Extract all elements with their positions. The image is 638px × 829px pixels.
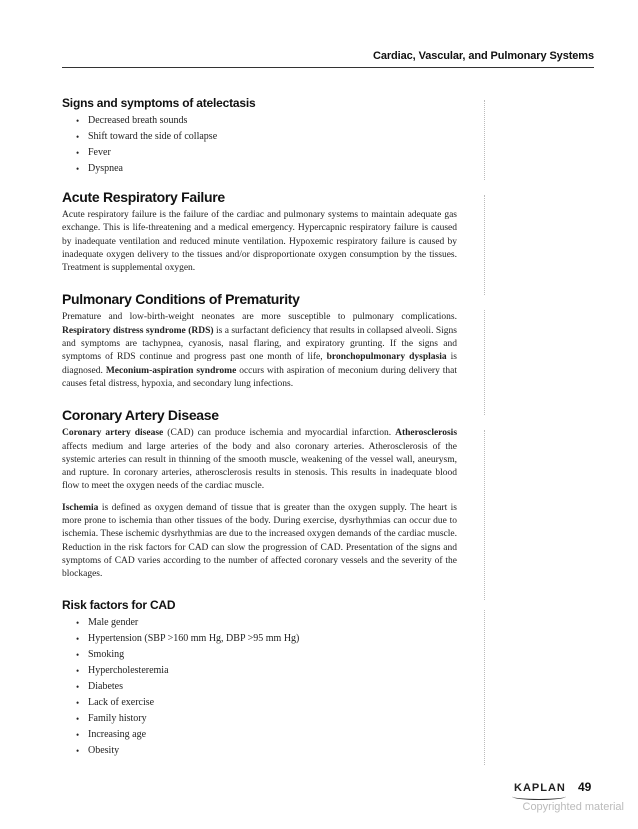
list-item: • Lack of exercise — [76, 695, 457, 711]
copyright-watermark: Copyrighted material — [522, 801, 624, 813]
list-item: • Smoking — [76, 647, 457, 663]
cad-paragraph-2: Ischemia is defined as oxygen demand of tissue that is greater than the oxygen supply. The heart is more prone to ischemia than other tissues of the body. During exercise, dysrhythmias can occur due to ischemia. These ischemic dysrhythmias are due to the increased oxygen demands of the cardiac muscle. Reduction in the risk factors for CAD can slow the progression of CAD. Presentation of the signs and symptoms of CAD varies according to the number of affected coronary vessels and the severity of the blockages. — [62, 502, 457, 580]
list-item: • Dyspnea — [76, 161, 457, 177]
page-number: 49 — [578, 780, 592, 794]
kaplan-logo: KAPLAN — [514, 782, 566, 794]
atelectasis-list — [62, 113, 457, 177]
term-ischemia: Ischemia — [62, 502, 99, 513]
margin-dotted-line — [484, 310, 485, 415]
list-item: • Male gender — [76, 615, 457, 631]
header-rule — [62, 67, 594, 68]
cad-heading: Coronary Artery Disease — [62, 407, 219, 424]
list-item: • Fever — [76, 145, 457, 161]
term-atherosclerosis: Atherosclerosis — [395, 428, 458, 439]
running-header: Cardiac, Vascular, and Pulmonary Systems — [373, 50, 594, 62]
margin-dotted-line — [484, 195, 485, 295]
term-bpd: bronchopulmonary dysplasia — [326, 352, 447, 363]
term-cad: Coronary artery disease — [62, 428, 164, 439]
list-item: • Shift toward the side of collapse — [76, 129, 457, 145]
prematurity-paragraph: Premature and low-birth-weight neonates are more susceptible to pulmonary complications. Respiratory distress syndrome (RDS) is a surfactant deficiency that results in collapsed alveoli. Signs and symptoms are tachypnea, cyanosis, nasal flaring, and expiratory grunting. If the signs and symptoms of RDS continue and progress past one month of life, bronchopulmonary dysplasia is diagnosed. Meconium-aspiration syndrome occurs with aspiration of meconium during delivery that causes fetal distress, hypoxia, and secondary lung infections. — [62, 312, 457, 389]
term-rds: Respiratory distress syndrome (RDS) — [62, 325, 214, 336]
list-item: • Family history — [76, 711, 457, 727]
list-item: • Decreased breath sounds — [76, 113, 457, 129]
margin-dotted-line — [484, 610, 485, 765]
list-item: • Hypercholesteremia — [76, 663, 457, 679]
risk-heading: Risk factors for CAD — [62, 597, 176, 612]
margin-dotted-line — [484, 430, 485, 600]
term-meconium: Meconium-aspiration syndrome — [105, 365, 237, 376]
arf-paragraph: Acute respiratory failure is the failure of the cardiac and pulmonary systems to maintain adequate gas exchange. This is life-threatening and a medical emergency. Hypercapnic respiratory failure is caused by inadequate ventilation and reduced minute ventilation. Hypoxemic respiratory failure is caused by inadequate oxygen delivery to the tissues and/or disproportionate oxygen consumption by the tissues. Treatment is supplemental oxygen. — [62, 210, 457, 274]
list-item: • Hypertension (SBP >160 mm Hg, DBP >95 mm Hg) — [76, 631, 457, 647]
list-item: • Increasing age — [76, 727, 457, 743]
risk-list — [62, 615, 457, 759]
margin-dotted-line — [484, 100, 485, 180]
cad-paragraph-1: Coronary artery disease (CAD) can produce ischemia and myocardial infarction. Atherosclerosis affects medium and large arteries of the body and also coronary arteries. Atherosclerosis of the systemic arteries can result in thinning of the smooth muscle, weakening of the vessel wall, aneurysm, and rupture. In coronary arteries, atherosclerosis results in stenosis. This results in inadequate blood flow to meet the oxygen needs of the cardiac muscle. — [62, 428, 458, 492]
atelectasis-heading: Signs and symptoms of atelectasis — [62, 96, 256, 110]
arf-heading: Acute Respiratory Failure — [62, 189, 225, 205]
main-content — [62, 96, 457, 759]
prematurity-heading: Pulmonary Conditions of Prematurity — [62, 291, 300, 308]
list-item: • Diabetes — [76, 679, 457, 695]
list-item: • Obesity — [76, 743, 457, 759]
